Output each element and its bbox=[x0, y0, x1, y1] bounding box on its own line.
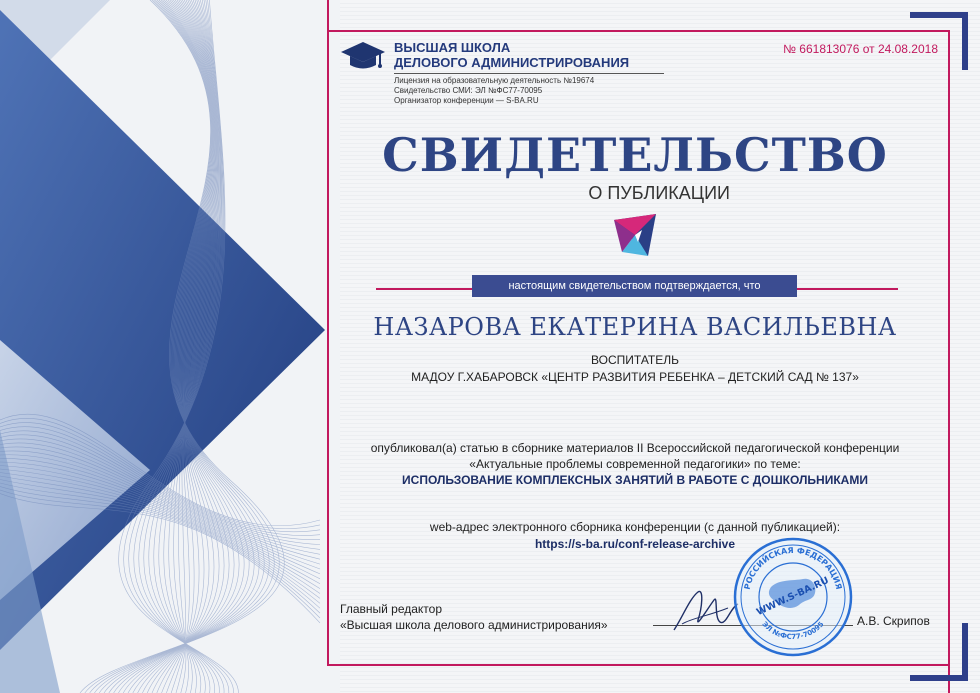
star-emblem-icon bbox=[612, 212, 658, 258]
stamp-ring-text: РОССИЙСКАЯ ФЕДЕРАЦИЯ bbox=[742, 545, 844, 591]
official-stamp bbox=[731, 535, 855, 659]
certificate-title: СВИДЕТЕЛЬСТВО bbox=[382, 128, 888, 182]
corner-top-right-vertical bbox=[962, 12, 968, 70]
logo-organizer: Организатор конференции — S-BA.RU bbox=[394, 96, 539, 105]
frame-top-line bbox=[327, 30, 950, 32]
logo-license: Лицензия на образовательную деятельность №19674 bbox=[394, 76, 595, 85]
frame-bottom-line bbox=[327, 664, 950, 666]
publication-topic: ИСПОЛЬЗОВАНИЕ КОМПЛЕКСНЫХ ЗАНЯТИЙ В РАБОТЕ С ДОШКОЛЬНИКАМИ bbox=[402, 473, 868, 487]
certificate-number: № 661813076 от 24.08.2018 bbox=[783, 42, 938, 56]
recipient-name: НАЗАРОВА ЕКАТЕРИНА ВАСИЛЬЕВНА bbox=[373, 313, 897, 341]
corner-top-right bbox=[910, 12, 968, 18]
frame-right-line bbox=[948, 30, 950, 693]
stamp-center-text: WWW.S-BA.RU bbox=[754, 574, 831, 619]
recipient-organization: МАДОУ Г.ХАБАРОВСК «ЦЕНТР РАЗВИТИЯ РЕБЕНКА – ДЕТСКИЙ САД № 137» bbox=[411, 370, 859, 384]
web-address-url: https://s-ba.ru/conf-release-archive bbox=[534, 537, 736, 551]
web-address-label: web-адрес электронного сборника конференции (с данной публикацией): bbox=[429, 520, 841, 534]
publication-line2: «Актуальные проблемы современной педагогики» по теме: bbox=[469, 457, 801, 471]
graduation-cap-icon bbox=[340, 40, 386, 72]
corner-bottom-right bbox=[910, 675, 968, 681]
frame-left-line bbox=[327, 0, 329, 665]
recipient-position: ВОСПИТАТЕЛЬ bbox=[591, 353, 679, 367]
editor-role: Главный редактор bbox=[340, 602, 443, 616]
logo-divider bbox=[394, 73, 664, 74]
signer-name: А.В. Скрипов bbox=[857, 614, 930, 628]
logo-name-line1: ВЫСШАЯ ШКОЛА bbox=[394, 40, 511, 55]
stamp-bottom-text: ЭЛ №ФС77-70095 bbox=[760, 620, 826, 642]
logo-media: Свидетельство СМИ: ЭЛ №ФС77-70095 bbox=[394, 86, 543, 95]
logo-name-line2: ДЕЛОВОГО АДМИНИСТРИРОВАНИЯ bbox=[394, 55, 630, 70]
school-logo bbox=[340, 40, 664, 106]
decorative-wave-artwork bbox=[0, 0, 340, 693]
publication-line1: опубликовал(а) статью в сборнике материалов II Всероссийской педагогической конференции bbox=[370, 441, 900, 455]
confirmation-band: настоящим свидетельством подтверждается, что bbox=[472, 275, 797, 297]
editor-block bbox=[340, 601, 608, 633]
editor-org: «Высшая школа делового администрирования» bbox=[340, 618, 608, 632]
corner-bottom-right-vertical bbox=[962, 623, 968, 681]
certificate-subtitle: О ПУБЛИКАЦИИ bbox=[588, 183, 730, 203]
